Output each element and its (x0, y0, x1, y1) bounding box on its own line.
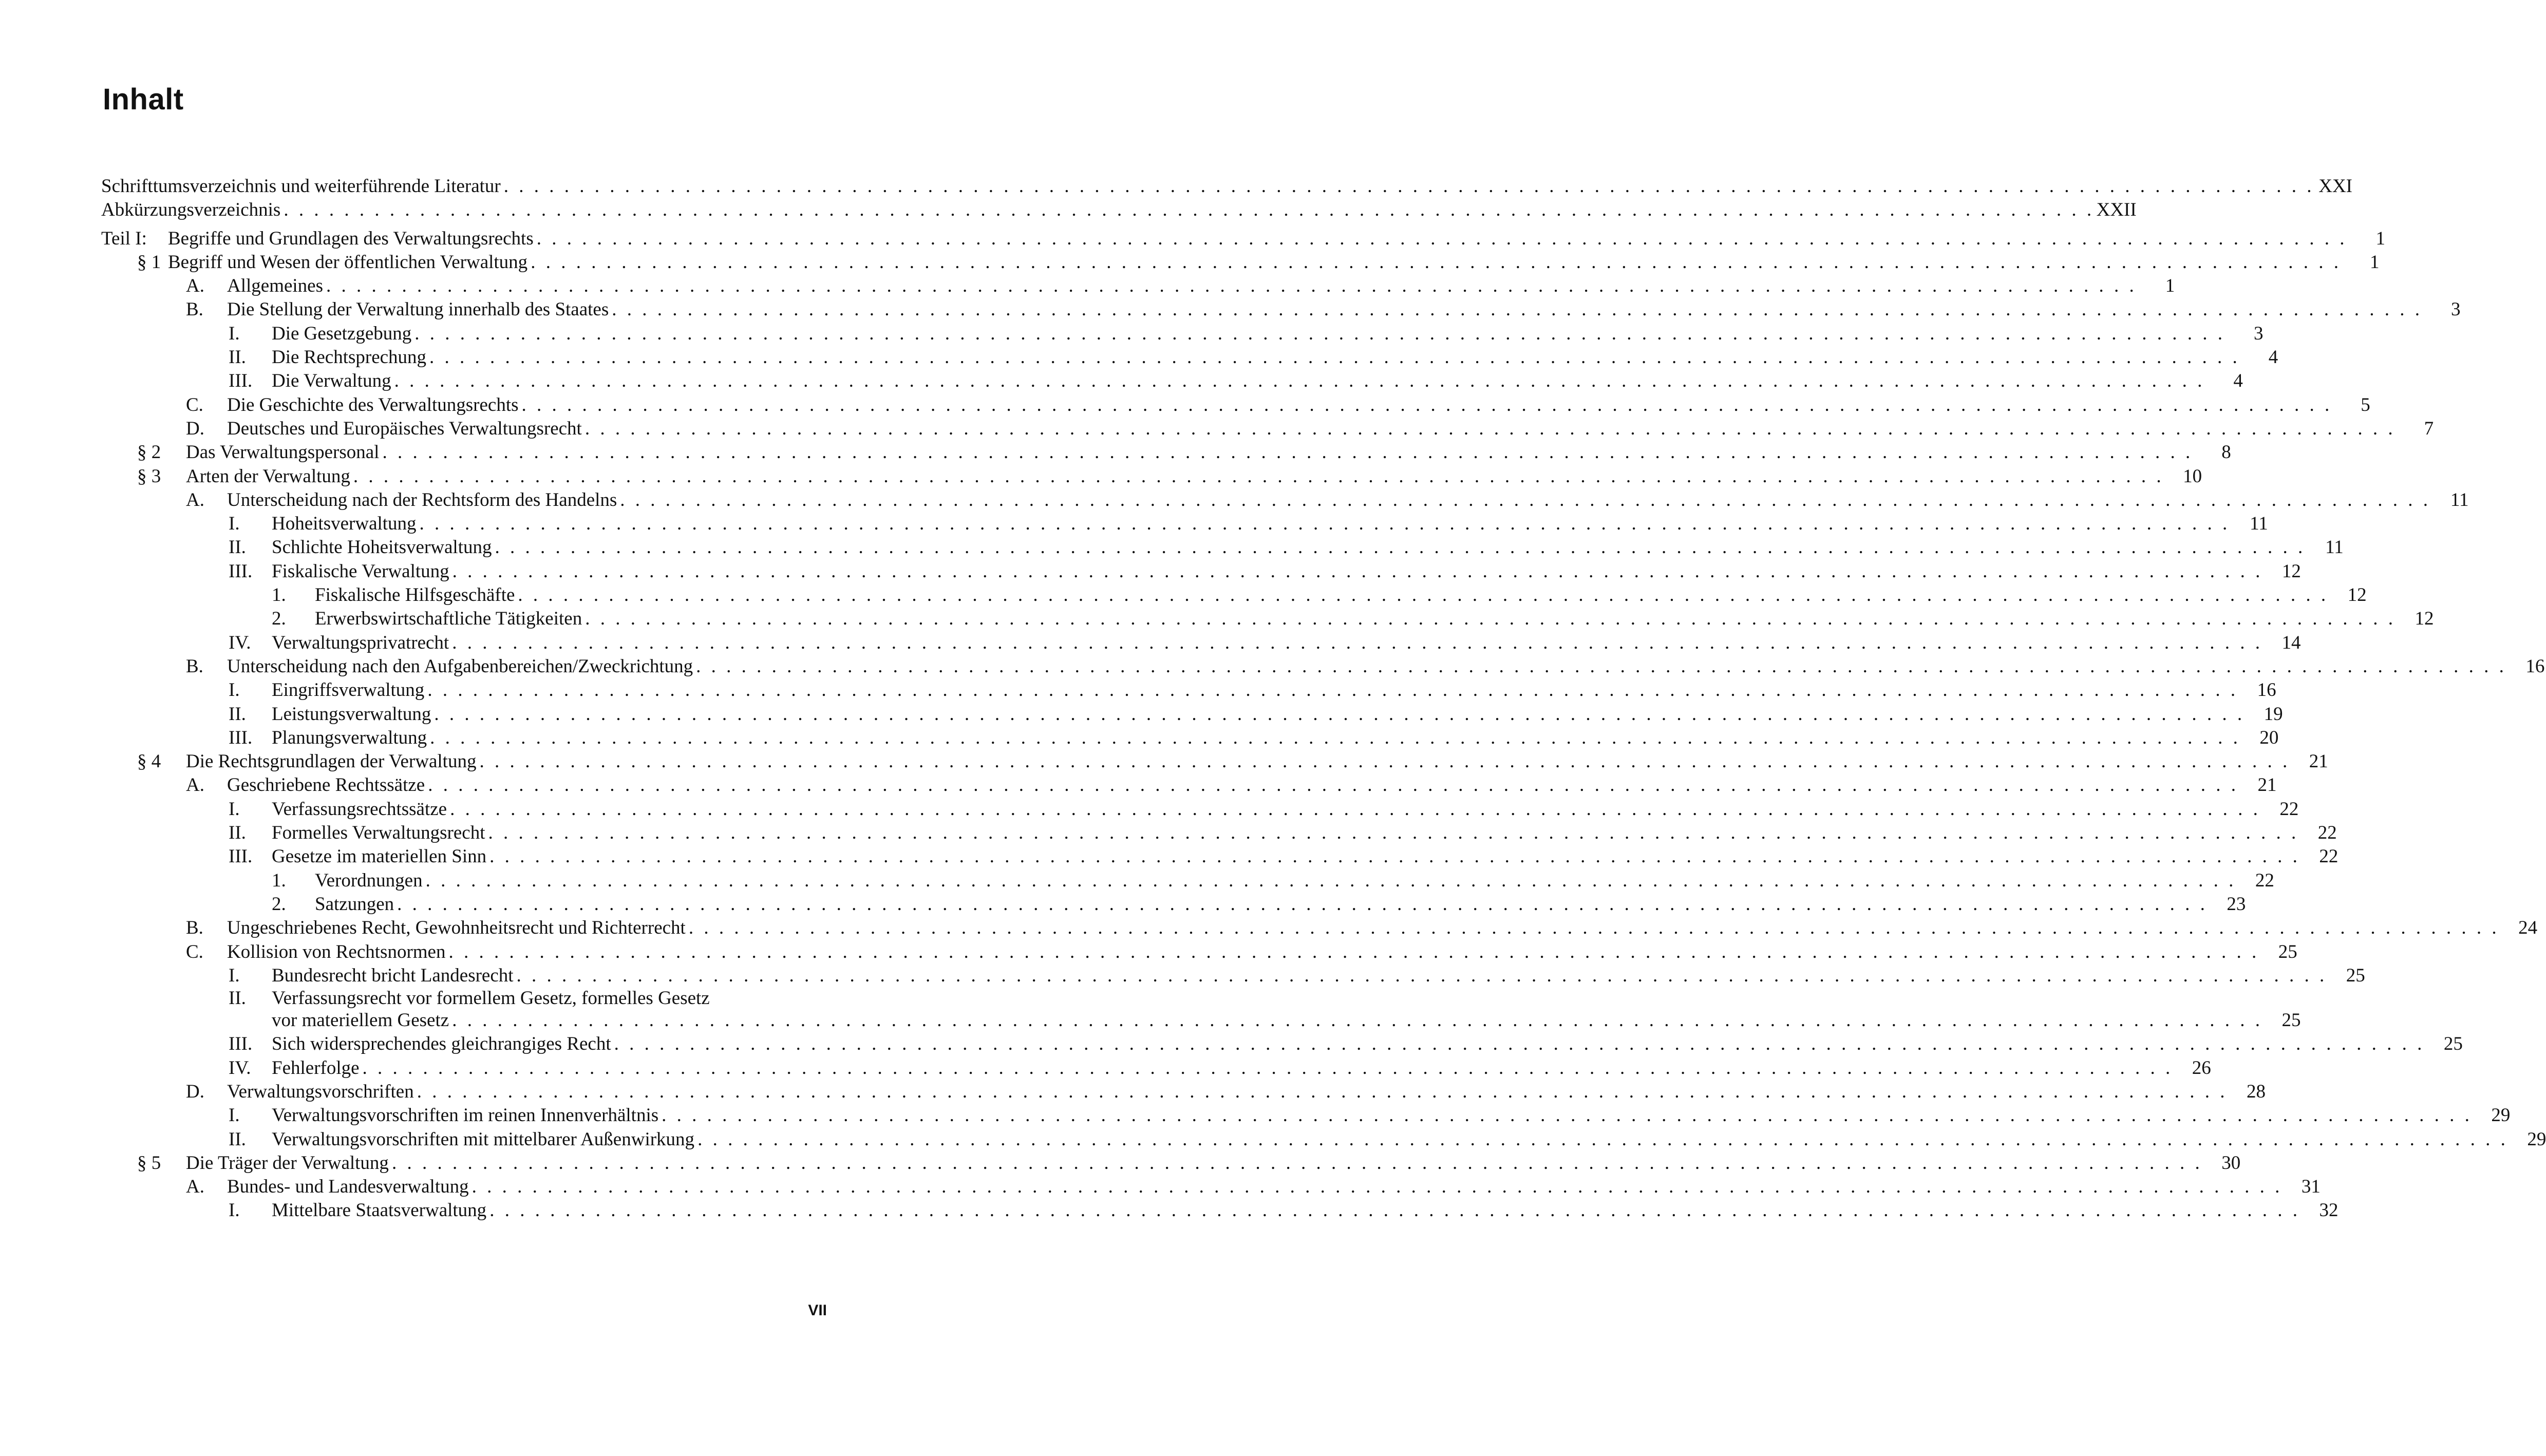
toc-entry-number: II. (229, 822, 246, 844)
toc-entry (101, 536, 2344, 559)
toc-entry (101, 227, 2385, 251)
toc-entry (101, 1032, 2463, 1056)
toc-entry-number: II. (229, 537, 246, 558)
toc-entry (101, 916, 2538, 940)
dot-leader: . . . . . . . . . . . . . . . . . . . . . . . . . . . . . . . . . . . . . . . . . . . . . . . . . . . . . . . . . . . . . . . . . . . . . . . . . . . . . . . . . . . . . . . . . . . . . . . . . . . . . . . . . . . . . . . . . . . . . . . . (326, 275, 2137, 297)
toc-entry-number: A. (186, 774, 204, 796)
toc-entry-number: C. (186, 394, 203, 415)
toc-entry-title: Verfassungsrecht vor formellem Gesetz, formelles Gesetz (272, 988, 710, 1009)
dot-leader: . . . . . . . . . . . . . . . . . . . . . . . . . . . . . . . . . . . . . . . . . . . . . . . . . . . . . . . . . . . . . . . . . . . . . . . . . . . . . . . . . . . . . . . . . . . . . . . . . . . . . . . . . . . . . . . . . . . . . . . . (518, 584, 2329, 606)
toc-entry-title: Das Verwaltungspersonal (186, 442, 380, 463)
toc-entry-title: Geschriebene Rechtssätze (227, 774, 425, 796)
toc-entry-number: Teil I: (101, 228, 147, 249)
toc-entry-title: Sich widersprechendes gleichrangiges Recht (272, 1033, 611, 1055)
toc-entry (101, 560, 2301, 583)
dot-leader: . . . . . . . . . . . . . . . . . . . . . . . . . . . . . . . . . . . . . . . . . . . . . . . . . . . . . . . . . . . . . . . . . . . . . . . . . . . . . . . . . . . . . . . . . . . . . . . . . . . . . . . . . . . . . . . . . . . . . . . . (697, 1128, 2509, 1150)
toc-entry (101, 1199, 2338, 1222)
toc-entry (101, 175, 2352, 198)
page-number: VII (808, 1302, 827, 1319)
toc-entry-title: Leistungsverwaltung (272, 703, 431, 725)
toc-entry (101, 198, 2137, 222)
toc-entry-title: Allgemeines (227, 275, 324, 297)
toc-entry-title: Eingriffsverwaltung (272, 679, 425, 701)
toc-entry-number: III. (229, 1033, 253, 1055)
toc-entry-title: Fehlerfolge (272, 1057, 360, 1079)
toc-entry-page: 1 (2375, 228, 2385, 249)
toc-entry (101, 703, 2283, 726)
dot-leader: . . . . . . . . . . . . . . . . . . . . . . . . . . . . . . . . . . . . . . . . . . . . . . . . . . . . . . . . . . . . . . . . . . . . . . . . . . . . . . . . . . . . . . . . . . . . . . . . . . . . . . . . . . . . . . . . . . . . . . . . (489, 1200, 2300, 1221)
toc-entry-page: 11 (2325, 537, 2344, 558)
toc-entry-page: 11 (2250, 513, 2268, 535)
toc-entry-title: Kollision von Rechtsnormen (227, 941, 446, 962)
dot-leader: . . . . . . . . . . . . . . . . . . . . . . . . . . . . . . . . . . . . . . . . . . . . . . . . . . . . . . . . . . . . . . . . . . . . . . . . . . . . . . . . . . . . . . . . . . . . . . . . . . . . . . . . . . . . . . . . . . . . . . . . (353, 465, 2164, 487)
dot-leader: . . . . . . . . . . . . . . . . . . . . . . . . . . . . . . . . . . . . . . . . . . . . . . . . . . . . . . . . . . . . . . . . . . . . . . . . . . . . . . . . . . . . . . . . . . . . . . . . . . . . . . . . . . . . . . . . . . . . . . . . (434, 703, 2245, 725)
toc-entry-page: 10 (2183, 465, 2202, 487)
toc-entry-number: C. (186, 941, 203, 962)
toc-entry-number: § 2 (137, 442, 161, 463)
toc-entry-page: 12 (2347, 584, 2367, 606)
dot-leader: . . . . . . . . . . . . . . . . . . . . . . . . . . . . . . . . . . . . . . . . . . . . . . . . . . . . . . . . . . . . . . . . . . . . . . . . . . . . . . . . . . . . . . . . . . . . . . . . . . . . . . . . . . . . . . . . . . . . . . . . (516, 965, 2327, 986)
toc-entry (101, 1128, 2546, 1151)
dot-leader: . . . . . . . . . . . . . . . . . . . . . . . . . . . . . . . . . . . . . . . . . . . . . . . . . . . . . . . . . . . . . . . . . . . . . . . . . . . . . . . . . . . . . . . . . . . . . . . . . . . . . . . . . . . . . . . . . . . . . . . . (452, 632, 2263, 653)
toc-entry-page: 11 (2450, 489, 2469, 510)
toc-entry (101, 1080, 2266, 1104)
dot-leader: . . . . . . . . . . . . . . . . . . . . . . . . . . . . . . . . . . . . . . . . . . . . . . . . . . . . . . . . . . . . . . . . . . . . . . . . . . . . . . . . . . . . . . . . . . . . . . . . . . . . . . . . . . . . . . . . . . . . . . . . (536, 228, 2347, 249)
toc-entry (101, 441, 2231, 464)
toc-entry-page: 4 (2233, 370, 2243, 392)
toc-entry-number: I. (229, 679, 240, 701)
toc-entry-number: 2. (272, 893, 286, 915)
toc-entry-title: Verwaltungsvorschriften mit mittelbarer Außenwirkung (272, 1128, 695, 1150)
dot-leader: . . . . . . . . . . . . . . . . . . . . . . . . . . . . . . . . . . . . . . . . . . . . . . . . . . . . . . . . . . . . . . . . . . . . . . . . . . . . . . . . . . . . . . . . . . . . . . . . . . . . . . . . . . . . . . . . . . . . . . . . (450, 798, 2261, 820)
toc-entry (101, 298, 2461, 322)
dot-leader: . . . . . . . . . . . . . . . . . . . . . . . . . . . . . . . . . . . . . . . . . . . . . . . . . . . . . . . . . . . . . . . . . . . . . . . . . . . . . . . . . . . . . . . . . . . . . . . . . . . . . . . . . . . . . . . . . . . . . . . . (472, 1176, 2283, 1198)
dot-leader: . . . . . . . . . . . . . . . . . . . . . . . . . . . . . . . . . . . . . . . . . . . . . . . . . . . . . . . . . . . . . . . . . . . . . . . . . . . . . . . . . . . . . . . . . . . . . . . . . . . . . . . . . . . . . . . . . . . . . . . . (430, 727, 2241, 748)
toc-entry-number: D. (186, 1081, 204, 1102)
toc-entry-number: III. (229, 560, 253, 582)
toc-entry-page: XXI (2318, 176, 2352, 197)
toc-entry-number: I. (229, 798, 240, 820)
toc-entry (101, 322, 2264, 346)
toc-entry (101, 607, 2434, 631)
toc-entry-title: Die Rechtsprechung (272, 347, 427, 368)
toc-entry-page: 22 (2319, 846, 2338, 867)
toc-entry-title: Mittelbare Staatsverwaltung (272, 1200, 487, 1221)
toc-entry-page: 3 (2451, 299, 2461, 320)
toc-entry-page: 16 (2257, 679, 2276, 701)
dot-leader: . . . . . . . . . . . . . . . . . . . . . . . . . . . . . . . . . . . . . . . . . . . . . . . . . . . . . . . . . . . . . . . . . . . . . . . . . . . . . . . . . . . . . . . . . . . . . . . . . . . . . . . . . . . . . . . . . . . . . . . . (284, 199, 2095, 221)
dot-leader: . . . . . . . . . . . . . . . . . . . . . . . . . . . . . . . . . . . . . . . . . . . . . . . . . . . . . . . . . . . . . . . . . . . . . . . . . . . . . . . . . . . . . . . . . . . . . . . . . . . . . . . . . . . . . . . . . . . . . . . . (452, 560, 2263, 582)
toc-entry-page: 22 (2317, 822, 2337, 844)
toc-entry (101, 869, 2274, 893)
toc-entry-number: B. (186, 299, 203, 320)
toc-entry-title: Hoheitsverwaltung (272, 513, 417, 535)
dot-leader: . . . . . . . . . . . . . . . . . . . . . . . . . . . . . . . . . . . . . . . . . . . . . . . . . . . . . . . . . . . . . . . . . . . . . . . . . . . . . . . . . . . . . . . . . . . . . . . . . . . . . . . . . . . . . . . . . . . . . . . . (397, 893, 2208, 915)
toc-entry-number: I. (229, 1105, 240, 1126)
toc-entry-page: 25 (2281, 1010, 2301, 1031)
toc-entry-page: 22 (2279, 798, 2299, 820)
toc-entry-number: III. (229, 370, 253, 392)
toc-entry (101, 964, 2365, 988)
toc-entry-title: Verwaltungsvorschriften im reinen Innenverhältnis (272, 1105, 659, 1126)
toc-entry-page: 14 (2281, 632, 2301, 653)
toc-entry (101, 845, 2338, 868)
dot-leader: . . . . . . . . . . . . . . . . . . . . . . . . . . . . . . . . . . . . . . . . . . . . . . . . . . . . . . . . . . . . . . . . . . . . . . . . . . . . . . . . . . . . . . . . . . . . . . . . . . . . . . . . . . . . . . . . . . . . . . . . (696, 655, 2507, 677)
toc-entry-page: 29 (2491, 1105, 2511, 1126)
toc-entry-number: A. (186, 489, 204, 510)
toc-entry-number: II. (229, 703, 246, 725)
toc-entry-title: Erwerbswirtschaftliche Tätigkeiten (315, 608, 582, 630)
dot-leader: . . . . . . . . . . . . . . . . . . . . . . . . . . . . . . . . . . . . . . . . . . . . . . . . . . . . . . . . . . . . . . . . . . . . . . . . . . . . . . . . . . . . . . . . . . . . . . . . . . . . . . . . . . . . . . . . . . . . . . . . (429, 347, 2240, 368)
toc-entry-page: 12 (2415, 608, 2434, 630)
dot-leader: . . . . . . . . . . . . . . . . . . . . . . . . . . . . . . . . . . . . . . . . . . . . . . . . . . . . . . . . . . . . . . . . . . . . . . . . . . . . . . . . . . . . . . . . . . . . . . . . . . . . . . . . . . . . . . . . . . . . . . . . (425, 869, 2236, 891)
toc-entry-title: Fiskalische Hilfsgeschäfte (315, 584, 515, 606)
toc-entry-title: Satzungen (315, 893, 394, 915)
toc-entry-title: Verwaltungsvorschriften (227, 1081, 414, 1102)
toc-entry (101, 940, 2297, 964)
dot-leader: . . . . . . . . . . . . . . . . . . . . . . . . . . . . . . . . . . . . . . . . . . . . . . . . . . . . . . . . . . . . . . . . . . . . . . . . . . . . . . . . . . . . . . . . . . . . . . . . . . . . . . . . . . . . . . . . . . . . . . . . (584, 418, 2396, 439)
toc-entry-number: III. (229, 727, 253, 748)
toc-entry (101, 631, 2301, 655)
toc-entry (101, 1056, 2211, 1080)
toc-entry-title: Schlichte Hoheitsverwaltung (272, 537, 492, 558)
toc-entry (101, 988, 827, 1009)
toc-entry-number: II. (229, 988, 246, 1009)
toc-entry-page: 26 (2192, 1057, 2211, 1079)
toc-entry-page: 32 (2319, 1200, 2338, 1221)
toc-entry-title: Begriff und Wesen der öffentlichen Verwaltung (168, 251, 528, 273)
toc-entry-title: Gesetze im materiellen Sinn (272, 846, 487, 867)
toc-entry (101, 655, 2545, 678)
toc-entry-page: 30 (2221, 1152, 2241, 1174)
dot-leader: . . . . . . . . . . . . . . . . . . . . . . . . . . . . . . . . . . . . . . . . . . . . . . . . . . . . . . . . . . . . . . . . . . . . . . . . . . . . . . . . . . . . . . . . . . . . . . . . . . . . . . . . . . . . . . . . . . . . . . . . (479, 751, 2290, 772)
toc-entry-number: III. (229, 846, 253, 867)
toc-entry-title: Die Gesetzgebung (272, 323, 412, 344)
toc-entry (101, 251, 2380, 274)
dot-leader: . . . . . . . . . . . . . . . . . . . . . . . . . . . . . . . . . . . . . . . . . . . . . . . . . . . . . . . . . . . . . . . . . . . . . . . . . . . . . . . . . . . . . . . . . . . . . . . . . . . . . . . . . . . . . . . . . . . . . . . . (362, 1057, 2173, 1079)
toc-entry-number: § 1 (137, 251, 161, 273)
toc-entry-title: Verwaltungsprivatrecht (272, 632, 449, 653)
toc-entry-title: Ungeschriebenes Recht, Gewohnheitsrecht und Richterrecht (227, 917, 686, 939)
dot-leader: . . . . . . . . . . . . . . . . . . . . . . . . . . . . . . . . . . . . . . . . . . . . . . . . . . . . . . . . . . . . . . . . . . . . . . . . . . . . . . . . . . . . . . . . . . . . . . . . . . . . . . . . . . . . . . . . . . . . . . . . (414, 323, 2226, 344)
dot-leader: . . . . . . . . . . . . . . . . . . . . . . . . . . . . . . . . . . . . . . . . . . . . . . . . . . . . . . . . . . . . . . . . . . . . . . . . . . . . . . . . . . . . . . . . . . . . . . . . . . . . . . . . . . . . . . . . . . . . . . . . (620, 489, 2431, 510)
toc-entry (101, 512, 2268, 536)
toc-entry-title: Schrifttumsverzeichnis und weiterführende Literatur (101, 176, 501, 197)
toc-entry-page: 21 (2309, 751, 2328, 772)
toc-entry-number: A. (186, 275, 204, 297)
toc-entry-title: Begriffe und Grundlagen des Verwaltungsrechts (168, 228, 534, 249)
toc-entry-number: I. (229, 323, 240, 344)
toc-entry (101, 798, 2299, 821)
page-title: Inhalt (103, 83, 184, 116)
toc-entry (101, 465, 2202, 488)
toc-entry-page: 29 (2527, 1128, 2546, 1150)
toc-entry-title: Verordnungen (315, 869, 423, 891)
toc-entry (101, 583, 2367, 607)
dot-leader: . . . . . . . . . . . . . . . . . . . . . . . . . . . . . . . . . . . . . . . . . . . . . . . . . . . . . . . . . . . . . . . . . . . . . . . . . . . . . . . . . . . . . . . . . . . . . . . . . . . . . . . . . . . . . . . . . . . . . . . . (585, 608, 2396, 630)
toc-entry-page: 25 (2443, 1033, 2463, 1055)
toc-entry-number: B. (186, 917, 203, 939)
toc-entry (101, 346, 2278, 369)
toc-entry (101, 369, 2243, 393)
toc-entry-page: 25 (2346, 965, 2365, 986)
toc-entry-number: I. (229, 513, 240, 535)
toc-entry-title: Die Verwaltung (272, 370, 391, 392)
dot-leader: . . . . . . . . . . . . . . . . . . . . . . . . . . . . . . . . . . . . . . . . . . . . . . . . . . . . . . . . . . . . . . . . . . . . . . . . . . . . . . . . . . . . . . . . . . . . . . . . . . . . . . . . . . . . . . . . . . . . . . . . (382, 442, 2193, 463)
toc-entry-title: Unterscheidung nach den Aufgabenbereichen/Zweckrichtung (227, 655, 693, 677)
dot-leader: . . . . . . . . . . . . . . . . . . . . . . . . . . . . . . . . . . . . . . . . . . . . . . . . . . . . . . . . . . . . . . . . . . . . . . . . . . . . . . . . . . . . . . . . . . . . . . . . . . . . . . . . . . . . . . . . . . . . . . . . (488, 822, 2299, 844)
toc-entry-title: Verfassungsrechtssätze (272, 798, 447, 820)
toc-entry (101, 893, 2246, 916)
dot-leader: . . . . . . . . . . . . . . . . . . . . . . . . . . . . . . . . . . . . . . . . . . . . . . . . . . . . . . . . . . . . . . . . . . . . . . . . . . . . . . . . . . . . . . . . . . . . . . . . . . . . . . . . . . . . . . . . . . . . . . . . (489, 846, 2300, 867)
toc-entry-page: 7 (2424, 418, 2434, 439)
toc-entry-number: 1. (272, 584, 286, 606)
toc-entry-number: B. (186, 655, 203, 677)
dot-leader: . . . . . . . . . . . . . . . . . . . . . . . . . . . . . . . . . . . . . . . . . . . . . . . . . . . . . . . . . . . . . . . . . . . . . . . . . . . . . . . . . . . . . . . . . . . . . . . . . . . . . . . . . . . . . . . . . . . . . . . . (394, 370, 2205, 392)
dot-leader: . . . . . . . . . . . . . . . . . . . . . . . . . . . . . . . . . . . . . . . . . . . . . . . . . . . . . . . . . . . . . . . . . . . . . . . . . . . . . . . . . . . . . . . . . . . . . . . . . . . . . . . . . . . . . . . . . . . . . . . . (612, 299, 2423, 320)
toc-entry-page: 8 (2221, 442, 2231, 463)
toc-entry-page: 24 (2518, 917, 2538, 939)
toc-entry-page: 20 (2259, 727, 2279, 748)
dot-leader: . . . . . . . . . . . . . . . . . . . . . . . . . . . . . . . . . . . . . . . . . . . . . . . . . . . . . . . . . . . . . . . . . . . . . . . . . . . . . . . . . . . . . . . . . . . . . . . . . . . . . . . . . . . . . . . . . . . . . . . . (531, 251, 2342, 273)
dot-leader: . . . . . . . . . . . . . . . . . . . . . . . . . . . . . . . . . . . . . . . . . . . . . . . . . . . . . . . . . . . . . . . . . . . . . . . . . . . . . . . . . . . . . . . . . . . . . . . . . . . . . . . . . . . . . . . . . . . . . . . . (614, 1033, 2425, 1055)
toc-entry-page: 12 (2281, 560, 2301, 582)
toc-entry-page: 19 (2264, 703, 2283, 725)
toc-entry-title: Abkürzungsverzeichnis (101, 199, 281, 221)
toc-entry-number: § 5 (137, 1152, 161, 1174)
dot-leader: . . . . . . . . . . . . . . . . . . . . . . . . . . . . . . . . . . . . . . . . . . . . . . . . . . . . . . . . . . . . . . . . . . . . . . . . . . . . . . . . . . . . . . . . . . . . . . . . . . . . . . . . . . . . . . . . . . . . . . . . (448, 941, 2259, 962)
toc-entry (101, 274, 2175, 298)
toc-entry (101, 678, 2276, 702)
toc-entry-number: 2. (272, 608, 286, 630)
toc-entry (101, 393, 2370, 417)
toc-entry-number: IV. (229, 632, 251, 653)
toc-entry-title: Die Stellung der Verwaltung innerhalb des Staates (227, 299, 609, 320)
toc-entry (101, 488, 2469, 512)
toc-entry-number: II. (229, 347, 246, 368)
toc-entry-page: 3 (2254, 323, 2264, 344)
toc-entry-title: Deutsches und Europäisches Verwaltungsrecht (227, 418, 582, 439)
toc-entry-title: Bundes- und Landesverwaltung (227, 1176, 469, 1198)
dot-leader: . . . . . . . . . . . . . . . . . . . . . . . . . . . . . . . . . . . . . . . . . . . . . . . . . . . . . . . . . . . . . . . . . . . . . . . . . . . . . . . . . . . . . . . . . . . . . . . . . . . . . . . . . . . . . . . . . . . . . . . . (452, 1010, 2263, 1031)
toc-entry-page: 4 (2268, 347, 2278, 368)
toc-entry (101, 726, 2279, 750)
dot-leader: . . . . . . . . . . . . . . . . . . . . . . . . . . . . . . . . . . . . . . . . . . . . . . . . . . . . . . . . . . . . . . . . . . . . . . . . . . . . . . . . . . . . . . . . . . . . . . . . . . . . . . . . . . . . . . . . . . . . . . . . (662, 1105, 2473, 1126)
toc-entry-title: Fiskalische Verwaltung (272, 560, 449, 582)
toc-entry-page: 31 (2301, 1176, 2321, 1198)
toc-entry-title: Unterscheidung nach der Rechtsform des Handelns (227, 489, 617, 510)
toc-entry (101, 1175, 2321, 1199)
toc-entry-page: XXII (2096, 199, 2137, 221)
dot-leader: . . . . . . . . . . . . . . . . . . . . . . . . . . . . . . . . . . . . . . . . . . . . . . . . . . . . . . . . . . . . . . . . . . . . . . . . . . . . . . . . . . . . . . . . . . . . . . . . . . . . . . . . . . . . . . . . . . . . . . . . (417, 1081, 2228, 1102)
toc-entry-number: D. (186, 418, 204, 439)
toc-entry-number: § 3 (137, 465, 161, 487)
toc-entry-title: Die Träger der Verwaltung (186, 1152, 389, 1174)
toc-entry-page: 22 (2255, 869, 2274, 891)
dot-leader: . . . . . . . . . . . . . . . . . . . . . . . . . . . . . . . . . . . . . . . . . . . . . . . . . . . . . . . . . . . . . . . . . . . . . . . . . . . . . . . . . . . . . . . . . . . . . . . . . . . . . . . . . . . . . . . . . . . . . . . . (503, 176, 2314, 197)
dot-leader: . . . . . . . . . . . . . . . . . . . . . . . . . . . . . . . . . . . . . . . . . . . . . . . . . . . . . . . . . . . . . . . . . . . . . . . . . . . . . . . . . . . . . . . . . . . . . . . . . . . . . . . . . . . . . . . . . . . . . . . . (391, 1152, 2203, 1174)
toc-entry-page: 21 (2257, 774, 2277, 796)
toc-entry (101, 417, 2434, 441)
dot-leader: . . . . . . . . . . . . . . . . . . . . . . . . . . . . . . . . . . . . . . . . . . . . . . . . . . . . . . . . . . . . . . . . . . . . . . . . . . . . . . . . . . . . . . . . . . . . . . . . . . . . . . . . . . . . . . . . . . . . . . . . (521, 394, 2332, 415)
toc-entry (101, 1151, 2241, 1175)
toc-entry-number: § 4 (137, 751, 161, 772)
toc-entry-title: Arten der Verwaltung (186, 465, 350, 487)
toc-entry (101, 1104, 2511, 1127)
toc-entry-title: Die Geschichte des Verwaltungsrechts (227, 394, 519, 415)
toc-entry-title: Bundesrecht bricht Landesrecht (272, 965, 514, 986)
table-of-contents (101, 175, 2546, 1223)
toc-entry-title: vor materiellem Gesetz (272, 1010, 449, 1031)
toc-entry-number: I. (229, 965, 240, 986)
dot-leader: . . . . . . . . . . . . . . . . . . . . . . . . . . . . . . . . . . . . . . . . . . . . . . . . . . . . . . . . . . . . . . . . . . . . . . . . . . . . . . . . . . . . . . . . . . . . . . . . . . . . . . . . . . . . . . . . . . . . . . . . (495, 537, 2306, 558)
toc-entry-page: 16 (2525, 655, 2545, 677)
toc-entry-title: Planungsverwaltung (272, 727, 427, 748)
dot-leader: . . . . . . . . . . . . . . . . . . . . . . . . . . . . . . . . . . . . . . . . . . . . . . . . . . . . . . . . . . . . . . . . . . . . . . . . . . . . . . . . . . . . . . . . . . . . . . . . . . . . . . . . . . . . . . . . . . . . . . . . (419, 513, 2230, 535)
toc-entry (101, 821, 2337, 845)
toc-entry (101, 773, 2277, 797)
toc-entry-page: 23 (2227, 893, 2246, 915)
toc-entry-number: A. (186, 1176, 204, 1198)
toc-entry-page: 28 (2246, 1081, 2266, 1102)
toc-entry-page: 5 (2361, 394, 2370, 415)
toc-entry-number: II. (229, 1128, 246, 1150)
dot-leader: . . . . . . . . . . . . . . . . . . . . . . . . . . . . . . . . . . . . . . . . . . . . . . . . . . . . . . . . . . . . . . . . . . . . . . . . . . . . . . . . . . . . . . . . . . . . . . . . . . . . . . . . . . . . . . . . . . . . . . . . (428, 774, 2239, 796)
toc-entry-page: 25 (2278, 941, 2297, 962)
toc-entry-page: 1 (2165, 275, 2175, 297)
toc-entry-title: Formelles Verwaltungsrecht (272, 822, 485, 844)
dot-leader: . . . . . . . . . . . . . . . . . . . . . . . . . . . . . . . . . . . . . . . . . . . . . . . . . . . . . . . . . . . . . . . . . . . . . . . . . . . . . . . . . . . . . . . . . . . . . . . . . . . . . . . . . . . . . . . . . . . . . . . . (688, 917, 2500, 939)
toc-entry-number: 1. (272, 869, 286, 891)
toc-entry-title: Die Rechtsgrundlagen der Verwaltung (186, 751, 477, 772)
toc-entry (101, 750, 2328, 773)
dot-leader: . . . . . . . . . . . . . . . . . . . . . . . . . . . . . . . . . . . . . . . . . . . . . . . . . . . . . . . . . . . . . . . . . . . . . . . . . . . . . . . . . . . . . . . . . . . . . . . . . . . . . . . . . . . . . . . . . . . . . . . . (427, 679, 2238, 701)
toc-entry (101, 1009, 2301, 1032)
toc-entry-number: IV. (229, 1057, 251, 1079)
toc-entry-page: 1 (2369, 251, 2380, 273)
toc-entry-number: I. (229, 1200, 240, 1221)
